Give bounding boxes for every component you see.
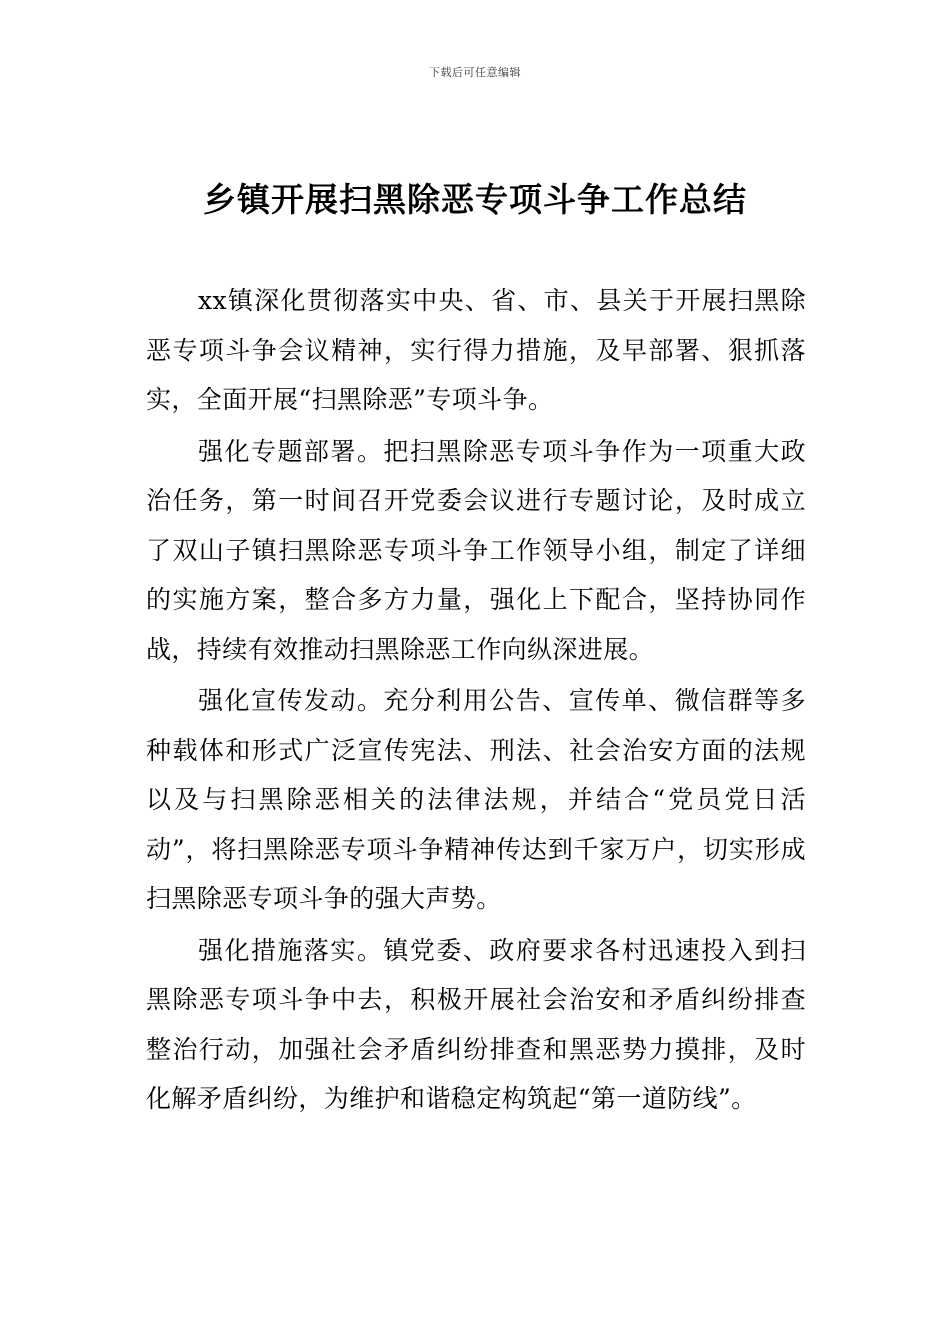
document-title: 乡镇开展扫黑除恶专项斗争工作总结	[203, 180, 747, 219]
document-body	[146, 276, 806, 1126]
paragraph-deployment: 强化专题部署。把扫黑除恶专项斗争作为一项重大政治任务，第一时间召开党委会议进行专题讨论，及时成立了双山子镇扫黑除恶专项斗争工作领导小组，制定了详细的实施方案，整合多方力量，强化上下配合，坚持协同作战，持续有效推动扫黑除恶工作向纵深进展。	[146, 436, 806, 664]
header-note: 下载后可任意编辑	[429, 66, 521, 79]
paragraph-implementation: 强化措施落实。镇党委、政府要求各村迅速投入到扫黑除恶专项斗争中去，积极开展社会治安和矛盾纠纷排查整治行动，加强社会矛盾纠纷排查和黑恶势力摸排，及时化解矛盾纠纷，为维护和谐稳定构筑起“第一道防线”。	[146, 935, 806, 1113]
paragraph-publicity: 强化宣传发动。充分利用公告、宣传单、微信群等多种载体和形式广泛宣传宪法、刑法、社会治安方面的法规以及与扫黑除恶相关的法律法规，并结合“党员党日活动”，将扫黑除恶专项斗争精神传达到千家万户，切实形成扫黑除恶专项斗争的强大声势。	[146, 686, 806, 913]
paragraph-intro: xx镇深化贯彻落实中央、省、市、县关于开展扫黑除恶专项斗争会议精神，实行得力措施，及早部署、狠抓落实，全面开展“扫黑除恶”专项斗争。	[146, 286, 806, 414]
